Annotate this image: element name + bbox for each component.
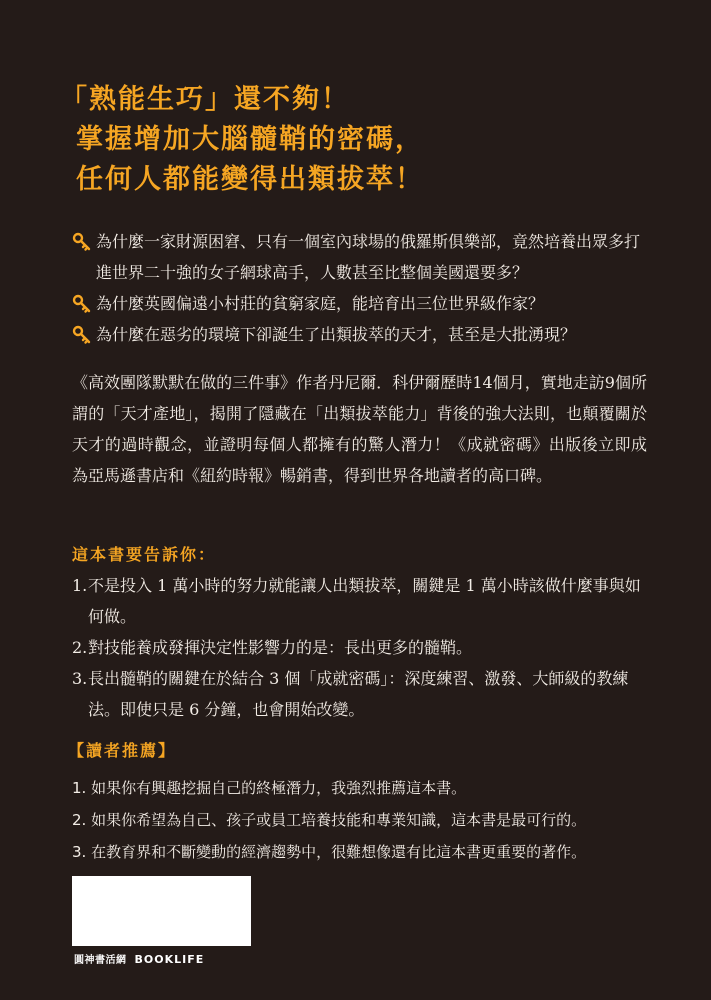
list-item-text: 長出髓鞘的關鍵在於結合 3 個「成就密碼」：深度練習、激發、大師級的教練法。即使只是 6 分鐘，也會開始改變。: [88, 669, 629, 719]
list-item-text: 對技能養成發揮決定性影響力的是：長出更多的髓鞘。: [88, 638, 473, 657]
question-list: [72, 226, 652, 350]
recommend-list: [72, 772, 672, 868]
question-item: [72, 288, 652, 319]
headline-line-2: 掌握增加大腦髓鞘的密碼，: [76, 124, 424, 155]
recommend-item: 2. 如果你希望為自己、孩子或員工培養技能和專業知識，這本書是最可行的。: [72, 811, 587, 829]
tells-list: [72, 570, 652, 725]
list-item-text: 不是投入 1 萬小時的努力就能讓人出類拔萃，關鍵是 1 萬小時該做什麼事與如何做。: [88, 576, 641, 626]
recommend-item: 1. 如果你有興趣挖掘自己的終極潛力，我強烈推薦這本書。: [72, 779, 467, 797]
list-item: [72, 570, 652, 632]
publisher-logo: [74, 951, 204, 966]
list-item: [72, 632, 652, 663]
barcode-area: [72, 876, 251, 946]
headline: [60, 80, 424, 200]
list-item-number: 3.: [72, 669, 88, 688]
list-item: [72, 663, 652, 725]
question-text: 為什麼在惡劣的環境下卻誕生了出類拔萃的天才，甚至是大批湧現？: [96, 325, 577, 344]
intro-paragraph: 《高效團隊默默在做的三件事》作者丹尼爾．科伊爾歷時14個月，實地走訪9個所謂的「天才產地」，揭開了隱藏在「出類拔萃能力」背後的強大法則，也顛覆關於天才的過時觀念，並證明每個人都擁有的驚人潛力！《成就密碼》出版後立即成為亞馬遜書店和《紐約時報》暢銷書，得到世界各地讀者的高口碑。: [72, 373, 647, 485]
question-item: [72, 226, 652, 288]
publisher-brand: BOOKLIFE: [134, 953, 205, 966]
headline-line-1: 「熟能生巧」還不夠！: [60, 84, 350, 115]
question-text: 為什麼英國偏遠小村莊的貧窮家庭，能培育出三位世界級作家？: [96, 294, 545, 313]
publisher-name: 圓神書活網: [74, 955, 127, 966]
recommend-section-title: 【讀者推薦】: [68, 741, 177, 760]
tells-section-title: 這本書要告訴你：: [72, 545, 217, 564]
key-icon: [72, 232, 92, 252]
recommend-item: 3. 在教育界和不斷變動的經濟趨勢中，很難想像還有比這本書更重要的著作。: [72, 843, 587, 861]
list-item-number: 1.: [72, 576, 88, 595]
question-item: [72, 319, 652, 350]
key-icon: [72, 325, 92, 345]
key-icon: [72, 294, 92, 314]
question-text: 為什麼一家財源困窘、只有一個室內球場的俄羅斯俱樂部，竟然培養出眾多打進世界二十強的女子網球高手，人數甚至比整個美國還要多？: [96, 232, 641, 282]
headline-line-3: 任何人都能變得出類拔萃！: [76, 164, 424, 195]
list-item-number: 2.: [72, 638, 88, 657]
